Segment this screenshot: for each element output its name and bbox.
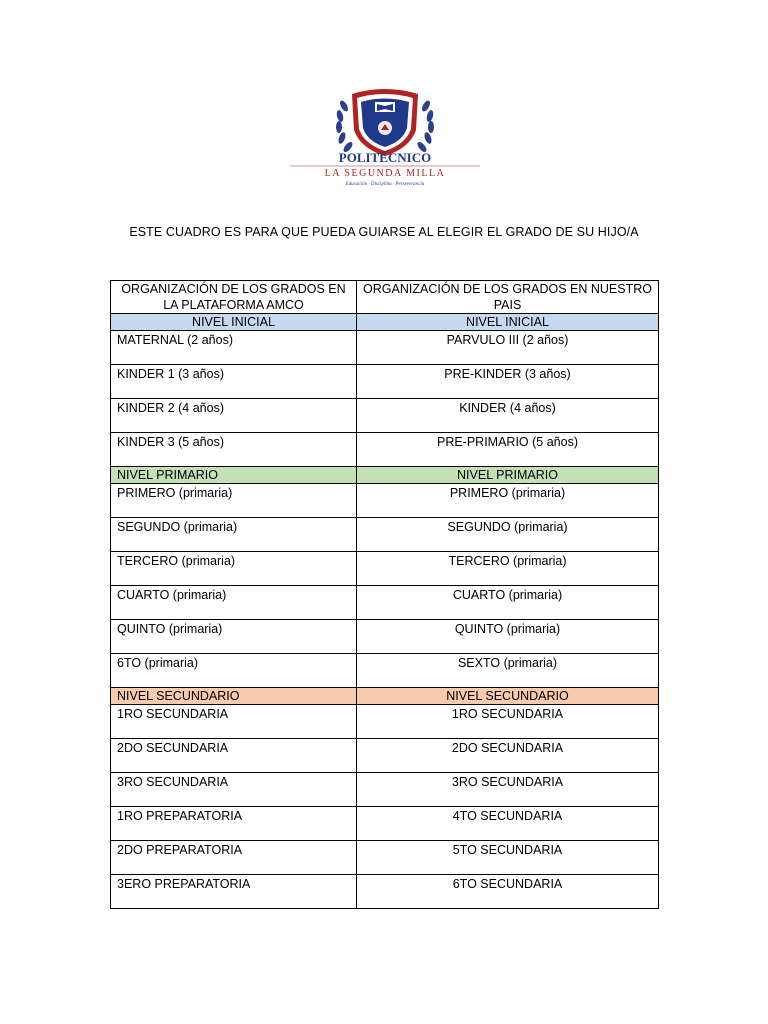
amco-grade-cell: 1RO PREPARATORIA <box>111 807 357 841</box>
svg-text:LA SEGUNDA MILLA: LA SEGUNDA MILLA <box>324 168 446 179</box>
section-header-inicial <box>111 314 659 331</box>
country-grade-cell: SEXTO (primaria) <box>357 654 659 688</box>
amco-grade-cell: KINDER 1 (3 años) <box>111 365 357 399</box>
country-grade-cell: KINDER (4 años) <box>357 399 659 433</box>
country-grade-cell: TERCERO (primaria) <box>357 552 659 586</box>
table-row <box>111 705 659 739</box>
country-grade-cell: CUARTO (primaria) <box>357 586 659 620</box>
amco-grade-cell: SEGUNDO (primaria) <box>111 518 357 552</box>
table-row <box>111 875 659 909</box>
country-grade-cell: QUINTO (primaria) <box>357 620 659 654</box>
country-grade-cell: 4TO SECUNDARIA <box>357 807 659 841</box>
amco-grade-cell: CUARTO (primaria) <box>111 586 357 620</box>
amco-grade-cell: 2DO SECUNDARIA <box>111 739 357 773</box>
grades-equivalence-table <box>110 280 659 909</box>
country-grade-cell: 5TO SECUNDARIA <box>357 841 659 875</box>
amco-grade-cell: MATERNAL (2 años) <box>111 331 357 365</box>
amco-grade-cell: 3ERO PREPARATORIA <box>111 875 357 909</box>
amco-grade-cell: PRIMERO (primaria) <box>111 484 357 518</box>
school-logo <box>282 84 488 192</box>
section-header-primario <box>111 467 659 484</box>
table-row <box>111 518 659 552</box>
country-grade-cell: 2DO SECUNDARIA <box>357 739 659 773</box>
section-header-secundario <box>111 688 659 705</box>
table-row <box>111 807 659 841</box>
amco-grade-cell: 3RO SECUNDARIA <box>111 773 357 807</box>
amco-grade-cell: TERCERO (primaria) <box>111 552 357 586</box>
table-row <box>111 654 659 688</box>
table-row <box>111 586 659 620</box>
country-grade-cell: 1RO SECUNDARIA <box>357 705 659 739</box>
country-grade-cell: 6TO SECUNDARIA <box>357 875 659 909</box>
table-row <box>111 841 659 875</box>
amco-grade-cell: 6TO (primaria) <box>111 654 357 688</box>
level-label-amco: NIVEL PRIMARIO <box>111 467 357 484</box>
amco-grade-cell: 2DO PREPARATORIA <box>111 841 357 875</box>
table-row <box>111 331 659 365</box>
table-row <box>111 552 659 586</box>
amco-grade-cell: KINDER 3 (5 años) <box>111 433 357 467</box>
level-label-country: NIVEL PRIMARIO <box>357 467 659 484</box>
amco-grade-cell: KINDER 2 (4 años) <box>111 399 357 433</box>
country-grade-cell: SEGUNDO (primaria) <box>357 518 659 552</box>
page-heading: ESTE CUADRO ES PARA QUE PUEDA GUIARSE AL ELEGIR EL GRADO DE SU HIJO/A <box>129 225 639 239</box>
amco-grade-cell: QUINTO (primaria) <box>111 620 357 654</box>
svg-text:Educación · Disciplina · Perse: Educación · Disciplina · Perseverancia <box>345 182 425 187</box>
level-label-amco: NIVEL INICIAL <box>111 314 357 331</box>
table-row <box>111 484 659 518</box>
amco-grade-cell: 1RO SECUNDARIA <box>111 705 357 739</box>
country-grade-cell: PRIMERO (primaria) <box>357 484 659 518</box>
country-grade-cell: PRE-KINDER (3 años) <box>357 365 659 399</box>
table-row <box>111 433 659 467</box>
school-crest-icon <box>282 84 488 192</box>
country-grade-cell: 3RO SECUNDARIA <box>357 773 659 807</box>
column-header-country: ORGANIZACIÓN DE LOS GRADOS EN NUESTRO PAIS <box>357 281 659 314</box>
table-row <box>111 620 659 654</box>
column-header-amco: ORGANIZACIÓN DE LOS GRADOS EN LA PLATAFORMA AMCO <box>111 281 357 314</box>
level-label-amco: NIVEL SECUNDARIO <box>111 688 357 705</box>
level-label-country: NIVEL INICIAL <box>357 314 659 331</box>
svg-text:POLITÉCNICO: POLITÉCNICO <box>338 150 432 165</box>
table-row <box>111 365 659 399</box>
table-row <box>111 399 659 433</box>
table-row <box>111 773 659 807</box>
country-grade-cell: PRE-PRIMARIO (5 años) <box>357 433 659 467</box>
table-row <box>111 739 659 773</box>
country-grade-cell: PARVULO III (2 años) <box>357 331 659 365</box>
level-label-country: NIVEL SECUNDARIO <box>357 688 659 705</box>
